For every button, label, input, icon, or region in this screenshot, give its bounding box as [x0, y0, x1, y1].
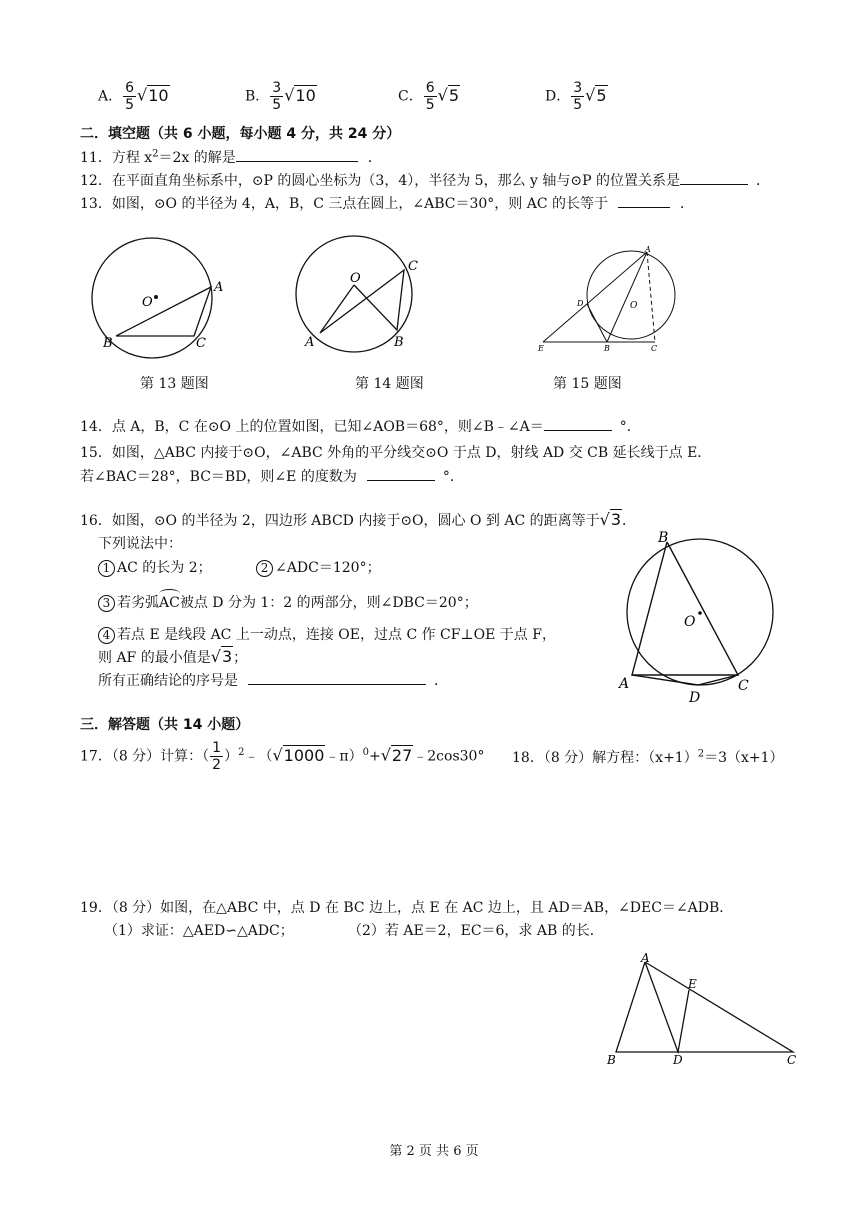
- label-e: E: [688, 977, 697, 991]
- ray-ea: [543, 252, 647, 342]
- denominator: 5: [125, 97, 135, 113]
- question-text: ＝2x 的解是: [158, 150, 236, 166]
- answer-blank[interactable]: [367, 466, 435, 481]
- denominator: 2: [212, 757, 222, 773]
- circle-number: 4: [98, 627, 115, 644]
- label-c: C: [787, 1053, 797, 1067]
- exponent: 2: [697, 748, 705, 760]
- triangle-abc: [632, 542, 738, 675]
- caption-figure-15: 第 15 题图: [553, 376, 622, 392]
- label-c: C: [408, 259, 418, 274]
- radicand: 10: [295, 85, 316, 105]
- question-text: ﹣（: [244, 748, 273, 765]
- circle-number: 3: [98, 595, 115, 612]
- exponent: 0: [362, 746, 369, 758]
- option-label: B．: [245, 88, 270, 105]
- punctuation: ．: [680, 196, 695, 212]
- question-text: ﹣2cos30°: [413, 748, 485, 765]
- question-15-line1: 15．如图，△ABC 内接于⊙O，∠ABC 外角的平分线交⊙O 于点 D，射线 AD 交 CB 延长线于点 E．: [80, 445, 712, 461]
- radicand: 3: [221, 647, 233, 666]
- caption-figure-13: 第 13 题图: [140, 376, 209, 392]
- radical: √1000: [272, 745, 325, 765]
- question-text: ＝3（x+1）: [704, 750, 784, 766]
- statement-text: ∠ADC＝120°；: [275, 560, 381, 576]
- section-heading-solutions: 三．解答题（共 14 小题）: [80, 717, 250, 733]
- radicand: 5: [448, 85, 460, 105]
- q19-part-1: （1）求证：△AED∽△ADC；: [104, 923, 294, 939]
- statement-text: 若点 E 是线段 AC 上一动点，连接 OE，过点 C 作 CF⊥OE 于点 F，: [117, 627, 556, 643]
- question-text: °．: [619, 419, 641, 435]
- option-label: A．: [98, 88, 123, 105]
- punctuation: ．: [367, 150, 382, 166]
- label-a: A: [641, 952, 650, 965]
- radicand: 10: [148, 85, 169, 105]
- radical: √10: [137, 85, 169, 105]
- circle-number: 1: [98, 560, 115, 577]
- answer-blank[interactable]: [544, 416, 612, 431]
- numerator: 1: [212, 740, 222, 756]
- segment-ab: [607, 252, 647, 342]
- q16-intro: 下列说法中：: [98, 536, 182, 552]
- segments-ad-dc: [632, 675, 738, 685]
- label-a: A: [214, 280, 224, 295]
- radical: √5: [437, 85, 460, 105]
- figure-15: [535, 245, 685, 357]
- label-a: A: [645, 245, 651, 254]
- question-text: 若∠BAC＝28°，BC＝BD，则∠E 的度数为: [80, 469, 357, 485]
- radical: √10: [284, 85, 316, 105]
- question-text: 18．（8 分）解方程：（x+1）: [512, 750, 698, 766]
- option-b: [245, 80, 317, 113]
- option-label: C．: [398, 88, 423, 105]
- numerator: 3: [573, 80, 583, 96]
- section-heading-fill-blank: 二．填空题（共 6 小题，每小题 4 分，共 24 分）: [80, 126, 401, 142]
- question-16: [80, 510, 636, 530]
- segment-db: [587, 304, 607, 342]
- answer-blank[interactable]: [618, 193, 670, 208]
- statement-text: 若劣弧: [117, 595, 159, 611]
- label-e: E: [538, 344, 544, 353]
- question-text: +: [368, 748, 381, 765]
- fraction: [210, 740, 223, 773]
- statement-text: AC 的长为 2；: [117, 560, 212, 576]
- q16-statement-3: [98, 592, 478, 612]
- question-12: [80, 170, 770, 190]
- radical: √3: [210, 647, 233, 666]
- label-b: B: [604, 344, 610, 353]
- question-19: 19．（8 分）如图，在△ABC 中，点 D 在 BC 边上，点 E 在 AC 边上，且 AD＝AB，∠DEC＝∠ADB．: [80, 900, 734, 916]
- center-dot: [154, 295, 158, 299]
- question-text: ﹣π）: [325, 748, 363, 765]
- question-18: [512, 747, 784, 767]
- question-text: 14．点 A，B，C 在⊙O 上的位置如图，已知∠AOB＝68°，则∠B﹣∠A＝: [80, 419, 544, 435]
- question-text: 12．在平面直角坐标系中，⊙P 的圆心坐标为（3，4），半径为 5，那么 y 轴与⊙P 的位置关系是: [80, 173, 680, 189]
- circle-number: 2: [256, 560, 273, 577]
- label-b: B: [103, 336, 113, 351]
- arc-label: AC: [159, 595, 180, 611]
- label-a: A: [305, 335, 315, 350]
- radicand: 1000: [283, 745, 325, 765]
- numerator: 6: [125, 80, 135, 96]
- figure-19: [603, 952, 803, 1070]
- question-text: 17．（8 分）计算：（: [80, 748, 210, 765]
- circle: [587, 251, 675, 339]
- triangle-abc: [616, 962, 793, 1052]
- triangle-abc: [116, 287, 211, 336]
- label-o: O: [350, 271, 361, 286]
- radicand: 3: [610, 510, 622, 529]
- question-17: [80, 740, 484, 773]
- label-b: B: [394, 335, 404, 350]
- label-c: C: [196, 336, 206, 351]
- label-b: B: [658, 530, 669, 546]
- numerator: 6: [425, 80, 435, 96]
- figure-13: [90, 235, 240, 360]
- label-a: A: [619, 676, 630, 692]
- question-text: 16．如图，⊙O 的半径为 2，四边形 ABCD 内接于⊙O，圆心 O 到 AC 的距离等于: [80, 513, 600, 529]
- chords: [320, 270, 404, 333]
- statement-text: 则 AF 的最小值是: [98, 650, 211, 666]
- question-text: ）: [224, 748, 239, 765]
- label-c: C: [651, 344, 658, 353]
- figure-16: [618, 530, 786, 705]
- arc-notation: [159, 595, 180, 611]
- radical: √3: [599, 510, 622, 529]
- q19-part-2: （2）若 AE＝2，EC＝6，求 AB 的长．: [348, 923, 604, 939]
- answer-blank[interactable]: [236, 147, 358, 162]
- denominator: 5: [425, 97, 435, 113]
- fraction: [123, 80, 136, 113]
- answer-blank[interactable]: [248, 670, 426, 685]
- denominator: 5: [573, 97, 583, 113]
- label-o: O: [684, 614, 696, 630]
- denominator: 5: [272, 97, 282, 113]
- segment-ac: [647, 252, 655, 342]
- option-a: [98, 80, 170, 113]
- caption-figure-14: 第 14 题图: [355, 376, 424, 392]
- radical: √5: [585, 85, 607, 105]
- q16-statement-4-cont: [98, 647, 247, 667]
- label-o: O: [142, 295, 153, 310]
- figure-14: [290, 228, 440, 358]
- punctuation: ．: [756, 173, 770, 189]
- radicand: 27: [391, 745, 413, 765]
- punctuation: ．: [622, 513, 637, 529]
- question-text: 11．方程 x: [80, 150, 153, 166]
- label-d: D: [673, 1053, 683, 1067]
- question-text: 13．如图，⊙O 的半径为 4，A，B，C 三点在圆上，∠ABC＝30°，则 AC 的长等于: [80, 196, 609, 212]
- q16-answer-line: [98, 670, 448, 690]
- question-14: [80, 416, 641, 436]
- question-text: °．: [442, 469, 464, 485]
- option-label: D．: [545, 88, 571, 105]
- question-13: [80, 193, 694, 213]
- radicand: 5: [596, 85, 607, 105]
- punctuation: ；: [233, 650, 248, 666]
- label-b: B: [607, 1053, 616, 1067]
- q16-statement-1: [98, 557, 381, 577]
- exponent: 2: [152, 148, 159, 160]
- page-footer: 第 2 页 共 6 页: [389, 1144, 479, 1159]
- fraction: [424, 80, 437, 113]
- question-15-line2: [80, 466, 464, 486]
- center-dot: [698, 611, 702, 615]
- arc-mark: [159, 589, 180, 598]
- exponent: 2: [238, 746, 245, 758]
- option-c: [398, 80, 460, 113]
- statement-text: 被点 D 分为 1：2 的两部分，则∠DBC＝20°；: [179, 595, 478, 611]
- radical: √27: [380, 745, 413, 765]
- label-d: D: [689, 690, 701, 705]
- q16-statement-4: [98, 624, 556, 644]
- label-o: O: [630, 301, 638, 311]
- option-d: [545, 80, 608, 113]
- label-c: C: [738, 678, 749, 694]
- answer-blank[interactable]: [680, 170, 748, 185]
- fraction: [571, 80, 584, 113]
- label-d: D: [577, 299, 584, 308]
- question-text: 所有正确结论的序号是: [98, 673, 238, 689]
- numerator: 3: [272, 80, 282, 96]
- question-11: [80, 147, 382, 167]
- punctuation: ．: [434, 673, 448, 689]
- fraction: [270, 80, 283, 113]
